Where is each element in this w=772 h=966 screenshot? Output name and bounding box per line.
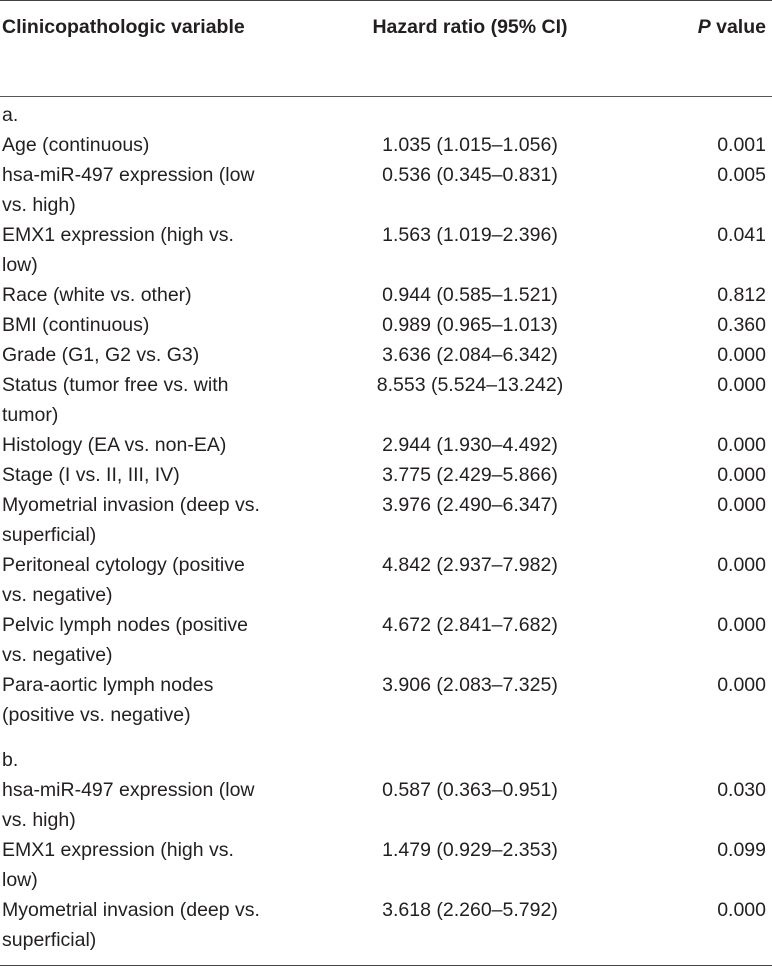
table-row	[0, 310, 772, 340]
cell-hazard-ratio: 0.536 (0.345–0.831)	[382, 164, 558, 186]
cell-hazard-ratio: 3.775 (2.429–5.866)	[382, 464, 558, 486]
cell-variable: EMX1 expression (high vs. low)	[2, 224, 234, 276]
table-row	[0, 775, 772, 835]
cell-variable: Age (continuous)	[2, 134, 150, 156]
cell-variable: BMI (continuous)	[2, 314, 150, 336]
cell-hazard-ratio: 1.035 (1.015–1.056)	[382, 134, 558, 156]
cell-p-value: 0.005	[717, 164, 766, 186]
cell-hazard-ratio: 0.944 (0.585–1.521)	[382, 284, 558, 306]
header-p-value	[698, 12, 766, 42]
cell-variable: Status (tumor free vs. with tumor)	[2, 374, 229, 426]
table-row	[0, 160, 772, 220]
table-row	[0, 895, 772, 955]
cell-p-value: 0.000	[717, 554, 766, 576]
section-gap	[0, 730, 772, 745]
cell-variable: Stage (I vs. II, III, IV)	[2, 464, 180, 486]
header-rule	[0, 96, 772, 97]
cell-hazard-ratio: 1.563 (1.019–2.396)	[382, 224, 558, 246]
table-row	[0, 610, 772, 670]
cell-p-value: 0.000	[717, 344, 766, 366]
cell-p-value: 0.000	[717, 374, 766, 396]
cell-hazard-ratio: 3.618 (2.260–5.792)	[382, 899, 558, 921]
cell-variable: Grade (G1, G2 vs. G3)	[2, 344, 200, 366]
cell-p-value: 0.030	[717, 779, 766, 801]
cell-variable: Myometrial invasion (deep vs. superficial)	[2, 899, 260, 951]
table-body	[0, 100, 772, 955]
table-header	[0, 12, 772, 82]
cell-variable: hsa-miR-497 expression (low vs. high)	[2, 779, 255, 831]
cell-p-value: 0.001	[717, 134, 766, 156]
table-row	[0, 340, 772, 370]
table-row	[0, 370, 772, 430]
table-row	[0, 220, 772, 280]
cell-p-value: 0.812	[717, 284, 766, 306]
cell-hazard-ratio: 0.587 (0.363–0.951)	[382, 779, 558, 801]
top-rule	[0, 0, 772, 1]
cell-hazard-ratio: 1.479 (0.929–2.353)	[382, 839, 558, 861]
cell-p-value: 0.000	[717, 674, 766, 696]
header-hazard-ratio: Hazard ratio (95% CI)	[372, 16, 568, 38]
table-row	[0, 835, 772, 895]
cell-p-value: 0.360	[717, 314, 766, 336]
section-label: b.	[2, 749, 19, 771]
cell-p-value: 0.099	[717, 839, 766, 861]
cell-p-value: 0.041	[717, 224, 766, 246]
cell-variable: Myometrial invasion (deep vs. superficial)	[2, 494, 260, 546]
cell-p-value: 0.000	[717, 464, 766, 486]
cell-hazard-ratio: 8.553 (5.524–13.242)	[376, 374, 564, 396]
table-row	[0, 430, 772, 460]
cell-variable: Histology (EA vs. non-EA)	[2, 434, 227, 456]
table-row	[0, 460, 772, 490]
cell-variable: Peritoneal cytology (positive vs. negative)	[2, 554, 245, 606]
cell-variable: EMX1 expression (high vs. low)	[2, 839, 234, 891]
cell-hazard-ratio: 2.944 (1.930–4.492)	[382, 434, 558, 456]
cell-hazard-ratio: 0.989 (0.965–1.013)	[382, 314, 558, 336]
table-row	[0, 670, 772, 730]
cell-variable: Pelvic lymph nodes (positive vs. negative)	[2, 614, 249, 666]
cell-p-value: 0.000	[717, 614, 766, 636]
table-row	[0, 280, 772, 310]
cell-variable: Para-aortic lymph nodes (positive vs. negative)	[2, 674, 214, 726]
cell-p-value: 0.000	[717, 434, 766, 456]
cell-hazard-ratio: 3.976 (2.490–6.347)	[382, 494, 558, 516]
section-label: a.	[2, 104, 19, 126]
cell-hazard-ratio: 3.906 (2.083–7.325)	[382, 674, 558, 696]
table-row	[0, 130, 772, 160]
cell-p-value: 0.000	[717, 494, 766, 516]
cell-p-value: 0.000	[717, 899, 766, 921]
cell-variable: Race (white vs. other)	[2, 284, 192, 306]
cell-hazard-ratio: 4.672 (2.841–7.682)	[382, 614, 558, 636]
cell-variable: hsa-miR-497 expression (low vs. high)	[2, 164, 255, 216]
header-variable: Clinicopathologic variable	[2, 16, 245, 38]
header-p-italic: P	[697, 16, 711, 38]
cell-hazard-ratio: 3.636 (2.084–6.342)	[382, 344, 558, 366]
table-row	[0, 490, 772, 550]
header-p-rest: value	[710, 16, 766, 38]
cell-hazard-ratio: 4.842 (2.937–7.982)	[382, 554, 558, 576]
table-row	[0, 550, 772, 610]
